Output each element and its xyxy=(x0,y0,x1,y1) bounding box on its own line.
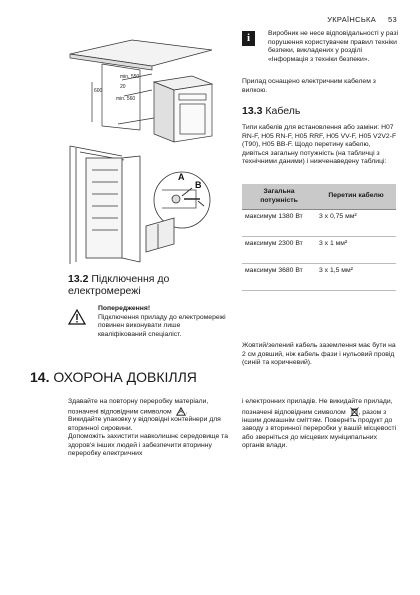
cable-section-table xyxy=(242,184,396,291)
section-14-title: ОХОРОНА ДОВКІЛЛЯ xyxy=(53,369,197,385)
warning-triangle-icon xyxy=(68,309,86,325)
env-recycle-text: Здавайте на повторну переробку матеріали, позначені відповідним символом xyxy=(68,398,209,415)
dim-min560: min. 560 xyxy=(116,96,136,102)
recycle-icon xyxy=(176,407,186,416)
header-page-number: 53 xyxy=(388,15,397,24)
plug-note: Прилад оснащено електричним кабелем з вилкою. xyxy=(242,78,376,94)
earth-cable-note: Жовтий/зелений кабель заземлення має бути на 2 см довший, ніж кабель фази і нульовий провід (синій та коричневий). xyxy=(242,342,396,366)
table-cell: 3 x 1,5 мм² xyxy=(316,264,396,291)
section-13-3-title: Кабель xyxy=(265,105,301,117)
environment-text-left: Здавайте на повторну переробку матеріали, позначені відповідним символом . Викидайте упаковку у відповідні контейнери для вторинної сировини. Допоможіть захистити навколишнє середовище та здоров'я інших людей і забезпечити вторинну переробку електричних xyxy=(68,398,228,458)
env-packaging-text: Викидайте упаковку у відповідні контейнери для вторинної сировини. xyxy=(68,416,221,432)
env-return-text: , разом з іншим домашнім сміттям. Поверніть продукт до заводу з вторинної переробки у вашій місцевості або зверніться до місцевих муніципальних органів влади. xyxy=(242,408,397,450)
figure-label-a: A xyxy=(178,172,185,182)
table-header-row xyxy=(242,184,396,210)
table-cell: максимум 3680 Вт xyxy=(242,264,316,291)
figure-label-b: B xyxy=(195,180,202,190)
cable-types-text: Типи кабелів для встановлення або заміни: H07 RN-F, H05 RN-F, H05 RRF, H05 VV-F, H05 V2V2-F (T90), H05 BB-F. Щодо перетину кабелю, дивіться загальну потужність (на табличці з технічними даними) і нижченаведену таблиці: xyxy=(242,124,397,165)
header-language: УКРАЇНСЬКА xyxy=(327,15,377,24)
section-13-3-number: 13.3 xyxy=(242,105,263,117)
page-header xyxy=(327,15,397,24)
dim-min550: min. 550 xyxy=(120,74,140,80)
dim-20: 20 xyxy=(120,84,126,90)
table-header-section: Перетин кабелю xyxy=(316,184,396,210)
oven-installation-drawing xyxy=(62,30,228,270)
table-row xyxy=(242,264,396,291)
section-14-heading xyxy=(30,369,197,385)
info-icon: i xyxy=(242,31,255,46)
warning-heading: Попередження! xyxy=(98,305,151,312)
table-row xyxy=(242,237,396,264)
section-13-2-number: 13.2 xyxy=(68,273,89,285)
table-row xyxy=(242,210,396,237)
table-cell: 3 x 1 мм² xyxy=(316,237,396,264)
table-cell: 3 x 0,75 мм² xyxy=(316,210,396,237)
section-14-number: 14. xyxy=(30,369,50,385)
section-13-3-heading xyxy=(242,105,300,117)
env-protect-text: Допоможіть захистити навколишнє середовище та здоров'я інших людей і забезпечити вторинну переробку електричних xyxy=(68,433,228,458)
installation-figure xyxy=(62,30,228,270)
info-note-text: Виробник не несе відповідальності у разі порушення користувачем правил техніки безпеки, викладених у розділі «Інформація з техніки безпеки». xyxy=(268,30,398,63)
table-cell: максимум 2300 Вт xyxy=(242,237,316,264)
section-13-2-title: Підключення до електромережі xyxy=(68,273,170,297)
env-weee-text: і електронних приладів. Не викидайте прилади, позначені відповідним символом xyxy=(242,398,393,416)
environment-text-right xyxy=(242,398,398,451)
table-header-power: Загальна потужність xyxy=(242,184,316,210)
table-cell: максимум 1380 Вт xyxy=(242,210,316,237)
dim-600: 600 xyxy=(94,88,103,94)
crossed-bin-icon xyxy=(350,407,359,417)
section-13-2-heading xyxy=(68,273,228,297)
warning-text: Підключення приладу до електромережі повинен виконувати лише кваліфікований спеціаліст. xyxy=(98,313,226,338)
